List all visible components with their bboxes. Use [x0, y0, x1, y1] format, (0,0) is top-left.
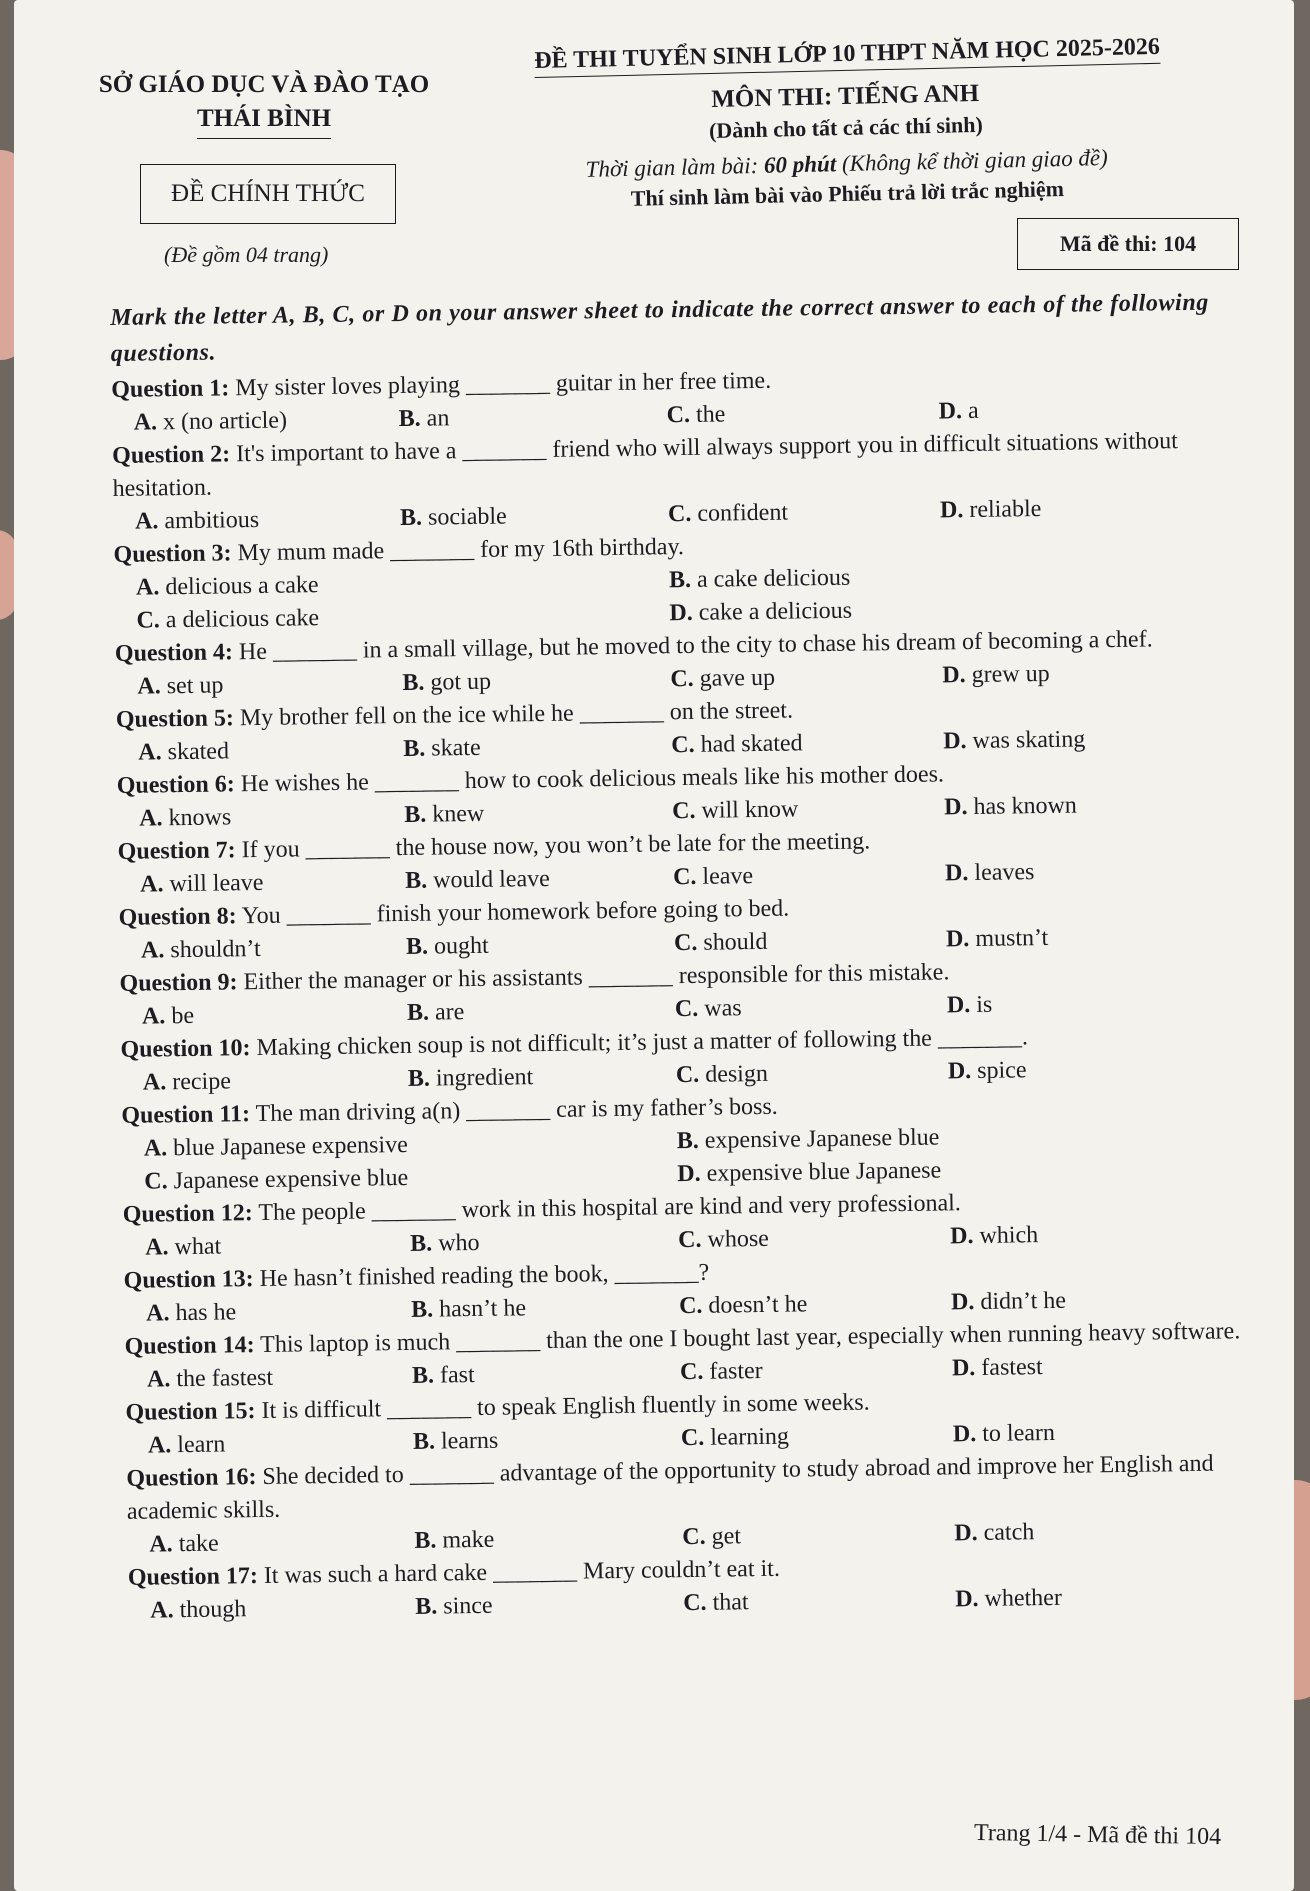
question-text: It's important to have a _______ friend who will always support you in difficult situations without hesitation. [112, 428, 1179, 502]
option-text: cake a delicious [692, 597, 853, 626]
option-text: that [706, 1589, 749, 1616]
option-c [676, 1055, 948, 1092]
option-letter: A. [134, 508, 159, 535]
question-text: My mum made _______ for my 16th birthday. [231, 534, 685, 567]
option-text: doesn’t he [702, 1291, 808, 1319]
option-letter: D. [945, 926, 970, 953]
option-b [398, 399, 666, 436]
option-text: an [420, 405, 450, 432]
option-text: learning [704, 1423, 790, 1451]
question-label: Question 6: [116, 771, 235, 799]
option-letter: C. [678, 1292, 703, 1320]
option-letter: B. [398, 405, 421, 432]
question-label: Question 4: [114, 639, 234, 667]
option-letter: C. [674, 995, 699, 1023]
question-text: If you _______ the house now, you won’t be late for the meeting. [235, 828, 871, 864]
option-d [940, 491, 1210, 528]
option-text: ingredient [429, 1064, 534, 1092]
question-text: He hasn’t finished reading the book, _______? [253, 1259, 710, 1293]
question-label: Question 12: [122, 1200, 253, 1228]
option-text: has known [967, 792, 1078, 821]
header-right [534, 33, 1161, 214]
question-11 [121, 1084, 1252, 1199]
option-c [671, 725, 943, 762]
option-letter: A. [137, 673, 161, 700]
option-b [410, 1224, 678, 1261]
option-b [406, 927, 674, 964]
question-text: My brother fell on the ice while he _______ on the street. [233, 697, 794, 732]
option-c [679, 1286, 951, 1323]
option-text: the [689, 401, 726, 428]
option-a [137, 667, 402, 704]
question-label: Question 16: [126, 1464, 257, 1492]
option-letter: D. [677, 1160, 701, 1188]
option-a [148, 1426, 413, 1463]
question-3 [113, 523, 1244, 638]
exam-subject: MÔN THI: TIẾNG ANH [710, 79, 980, 113]
question-label: Question 2: [111, 441, 231, 469]
option-b [400, 498, 668, 535]
directions: Mark the letter A, B, C, or D on your answer sheet to indicate the correct answer to each of the following questions. [110, 289, 1210, 367]
option-text: a [961, 397, 979, 425]
option-letter: D. [951, 1355, 976, 1382]
option-a [138, 733, 403, 770]
option-a [139, 799, 404, 836]
option-text: will know [695, 796, 799, 824]
option-text: whose [701, 1225, 770, 1253]
exam-paper [14, 0, 1294, 1891]
option-letter: D. [946, 992, 971, 1019]
option-text: delicious a cake [159, 572, 319, 601]
option-letter: A. [139, 871, 164, 898]
option-letter: C. [673, 929, 698, 957]
option-a [149, 1525, 414, 1562]
option-text: what [168, 1233, 222, 1261]
option-text: whether [978, 1584, 1063, 1612]
option-letter: D. [669, 599, 693, 627]
option-text: are [428, 999, 465, 1026]
option-text: shouldn’t [164, 935, 261, 964]
option-letter: B. [403, 735, 426, 762]
option-letter: D. [944, 860, 969, 887]
option-letter: B. [404, 801, 427, 828]
option-text: skate [425, 734, 481, 762]
option-text: the fastest [170, 1364, 274, 1393]
question-label: Question 14: [124, 1332, 255, 1360]
official-label: ĐỀ CHÍNH THỨC [140, 164, 396, 224]
question-label: Question 13: [123, 1266, 254, 1294]
option-text: fastest [975, 1354, 1043, 1382]
option-b [408, 1059, 676, 1096]
option-letter: D. [954, 1520, 978, 1547]
option-text: confident [691, 499, 789, 527]
pages-note: (Đề gồm 04 trang) [164, 242, 329, 267]
option-letter: C. [675, 1061, 700, 1089]
option-letter: B. [406, 999, 430, 1026]
question-label: Question 8: [118, 903, 237, 931]
option-d [947, 986, 1217, 1023]
option-letter: C. [680, 1424, 705, 1452]
option-letter: B. [415, 1593, 438, 1620]
option-text: which [973, 1222, 1039, 1250]
time-prefix: Thời gian làm bài: [585, 152, 765, 182]
option-d [942, 656, 1212, 693]
option-letter: A. [149, 1531, 173, 1558]
option-d [953, 1415, 1223, 1452]
option-c [674, 923, 946, 960]
exam-audience: (Dành cho tất cả các thí sinh) [708, 111, 984, 144]
option-text: would leave [426, 865, 550, 894]
option-text: make [436, 1526, 495, 1554]
option-c [681, 1418, 953, 1455]
option-b [415, 1587, 683, 1624]
question-label: Question 5: [115, 705, 235, 733]
option-text: learns [434, 1427, 499, 1455]
option-text: Japanese expensive blue [167, 1164, 409, 1195]
question-2 [112, 424, 1243, 539]
option-letter: C. [671, 731, 695, 759]
option-text: gave up [693, 664, 776, 692]
option-letter: A. [145, 1234, 169, 1261]
question-text: My sister loves playing _______ guitar in her free time. [229, 367, 772, 402]
option-text: reliable [963, 496, 1042, 524]
option-text: got up [424, 668, 492, 696]
option-letter: B. [676, 1127, 699, 1155]
exam-title: ĐỀ THI TUYỂN SINH LỚP 10 THPT NĂM HỌC 2025-2026 [534, 34, 1160, 78]
option-letter: A. [150, 1597, 174, 1624]
option-text: hasn’t he [432, 1295, 527, 1323]
question-text: Making chicken soup is not difficult; it’s just a matter of following the _______. [250, 1024, 1029, 1062]
option-c [670, 659, 942, 696]
option-letter: B. [402, 669, 425, 696]
option-text: has he [169, 1299, 237, 1327]
question-text: The people _______ work in this hospital are kind and very professional. [252, 1190, 961, 1227]
option-d [950, 1217, 1220, 1254]
option-text: who [432, 1229, 480, 1257]
option-letter: A. [133, 409, 158, 436]
option-d [954, 1514, 1224, 1551]
question-text: He _______ in a small village, but he moved to the city to chase his dream of becoming a chef. [232, 626, 1153, 666]
option-text: catch [977, 1519, 1035, 1547]
option-text: had skated [694, 730, 803, 758]
option-text: sociable [421, 503, 507, 531]
option-text: ambitious [158, 506, 260, 535]
option-text: recipe [166, 1068, 232, 1096]
option-text: didn’t he [974, 1287, 1067, 1316]
option-letter: B. [405, 933, 429, 960]
option-b [407, 993, 675, 1030]
question-text: The man driving a(n) _______ car is my father’s boss. [249, 1093, 778, 1128]
option-c [680, 1352, 952, 1389]
option-text: a cake delicious [690, 564, 851, 593]
option-letter: D. [955, 1586, 979, 1613]
option-letter: B. [407, 1065, 431, 1092]
option-text: set up [160, 672, 224, 700]
option-letter: D. [938, 398, 963, 425]
option-text: is [970, 991, 993, 1019]
option-b [414, 1521, 682, 1558]
option-letter: B. [411, 1362, 435, 1389]
page-footer: Trang 1/4 - Mã đề thi 104 [973, 1819, 1222, 1851]
option-letter: D. [947, 1058, 972, 1085]
option-text: though [173, 1596, 247, 1624]
option-letter: C. [667, 500, 692, 528]
question-label: Question 9: [119, 969, 238, 997]
option-letter: A. [142, 1069, 167, 1096]
option-text: was skating [966, 726, 1086, 755]
option-a [147, 1360, 412, 1397]
option-d [938, 392, 1208, 429]
question-label: Question 15: [125, 1398, 256, 1426]
option-letter: D. [950, 1289, 975, 1316]
option-c [672, 791, 944, 828]
option-letter: A. [146, 1366, 171, 1393]
option-a [141, 931, 406, 968]
question-label: Question 10: [120, 1035, 251, 1063]
option-letter: A. [140, 937, 165, 964]
option-text: leave [696, 863, 754, 890]
header-left [84, 68, 444, 139]
option-c [666, 395, 938, 432]
option-letter: C. [683, 1589, 707, 1617]
option-text: get [705, 1523, 742, 1550]
question-text: This laptop is much _______ than the one I bought last year, especially when running heavy software. [254, 1318, 1241, 1359]
option-d [946, 920, 1216, 957]
option-text: knows [162, 804, 232, 832]
option-text: design [699, 1060, 769, 1088]
option-letter: B. [399, 504, 423, 531]
question-text: It is difficult _______ to speak English fluently in some weeks. [255, 1389, 870, 1425]
option-d [951, 1283, 1221, 1320]
option-letter: B. [412, 1428, 436, 1455]
option-letter: C. [144, 1168, 168, 1195]
option-a [140, 865, 405, 902]
option-d [955, 1580, 1225, 1617]
option-d [948, 1052, 1218, 1089]
option-d [944, 788, 1214, 825]
option-letter: C. [672, 797, 696, 825]
option-c [675, 989, 947, 1026]
option-letter: B. [410, 1230, 433, 1257]
option-letter: C. [672, 863, 697, 891]
question-text: You _______ finish your homework before going to bed. [236, 895, 790, 930]
option-c [678, 1220, 950, 1257]
option-text: leaves [968, 859, 1035, 887]
option-letter: C. [666, 401, 691, 429]
option-letter: B. [668, 566, 692, 594]
option-d [952, 1349, 1222, 1386]
option-letter: D. [942, 662, 966, 689]
option-c [673, 857, 945, 894]
option-letter: A. [139, 805, 163, 832]
option-letter: B. [404, 867, 428, 894]
option-a [146, 1294, 411, 1331]
option-text: faster [703, 1357, 763, 1385]
province-name: THÁI BÌNH [197, 102, 331, 139]
time-suffix: (Không kể thời gian giao đề) [835, 145, 1109, 177]
option-text: skated [161, 738, 230, 766]
option-a [145, 1228, 410, 1265]
question-section [110, 284, 1258, 1628]
option-c [683, 1583, 955, 1620]
option-b [411, 1290, 679, 1327]
question-label: Question 11: [121, 1101, 251, 1129]
option-letter: B. [414, 1527, 437, 1554]
option-a [135, 502, 400, 539]
option-text: grew up [965, 660, 1050, 689]
option-letter: A. [138, 739, 162, 766]
option-b [413, 1422, 681, 1459]
option-letter: D. [939, 497, 964, 524]
option-letter: A. [147, 1432, 172, 1459]
option-d [945, 854, 1215, 891]
question-16 [126, 1447, 1257, 1562]
option-b [402, 663, 670, 700]
option-b [412, 1356, 680, 1393]
option-letter: C. [136, 607, 161, 634]
department-name: SỞ GIÁO DỤC VÀ ĐÀO TẠO [98, 71, 430, 98]
question-label: Question 1: [111, 375, 230, 403]
option-text: x (no article) [156, 407, 288, 436]
option-letter: C. [678, 1226, 702, 1254]
option-text: a delicious cake [159, 605, 320, 634]
option-letter: A. [135, 574, 160, 601]
option-letter: C. [679, 1358, 704, 1386]
question-text: She decided to _______ advantage of the opportunity to study abroad and improve her English and academic skills. [126, 1450, 1214, 1525]
option-text: to learn [976, 1419, 1056, 1448]
exam-code: Mã đề thi: 104 [1017, 218, 1239, 270]
option-text: learn [171, 1431, 226, 1459]
option-text: will leave [163, 869, 264, 898]
option-letter: D. [943, 728, 967, 755]
option-text: ought [427, 932, 489, 960]
option-d [943, 722, 1213, 759]
option-text: take [172, 1530, 219, 1558]
option-letter: C. [682, 1523, 706, 1551]
option-text: since [437, 1592, 493, 1620]
option-a [133, 403, 398, 440]
question-text: Either the manager or his assistants _______ responsible for this mistake. [237, 959, 950, 996]
option-letter: D. [952, 1421, 977, 1448]
option-letter: C. [670, 665, 694, 693]
option-text: be [165, 1002, 195, 1030]
option-text: should [697, 928, 768, 956]
option-b [404, 795, 672, 832]
option-c [682, 1517, 954, 1554]
option-text: spice [971, 1057, 1027, 1085]
option-text: blue Japanese expensive [167, 1131, 408, 1162]
option-text: was [698, 995, 742, 1022]
option-c [668, 494, 940, 531]
option-letter: D. [949, 1223, 974, 1250]
question-list [111, 358, 1258, 1628]
option-letter: A. [145, 1300, 170, 1327]
question-label: Question 17: [127, 1563, 259, 1591]
option-letter: A. [141, 1003, 166, 1030]
option-text: mustn’t [969, 924, 1049, 953]
option-letter: D. [943, 794, 968, 821]
option-b [405, 861, 673, 898]
option-a [150, 1591, 415, 1628]
option-letter: B. [410, 1296, 434, 1323]
question-text: It was such a hard cake _______ Mary couldn’t eat it. [257, 1555, 781, 1590]
question-text: He wishes he _______ how to cook delicious meals like his mother does. [234, 761, 945, 798]
question-label: Question 7: [117, 837, 236, 865]
option-a [143, 1063, 408, 1100]
option-b [403, 729, 671, 766]
option-text: expensive blue Japanese [700, 1157, 942, 1187]
option-text: knew [426, 800, 485, 828]
question-label: Question 3: [113, 540, 232, 568]
option-a [142, 997, 407, 1034]
time-value: 60 phút [763, 151, 837, 178]
exam-instruction: Thí sinh làm bài vào Phiếu trả lời trắc nghiệm [630, 176, 1065, 211]
option-text: expensive Japanese blue [698, 1124, 940, 1154]
option-letter: A. [143, 1135, 168, 1162]
option-text: fast [433, 1362, 475, 1389]
